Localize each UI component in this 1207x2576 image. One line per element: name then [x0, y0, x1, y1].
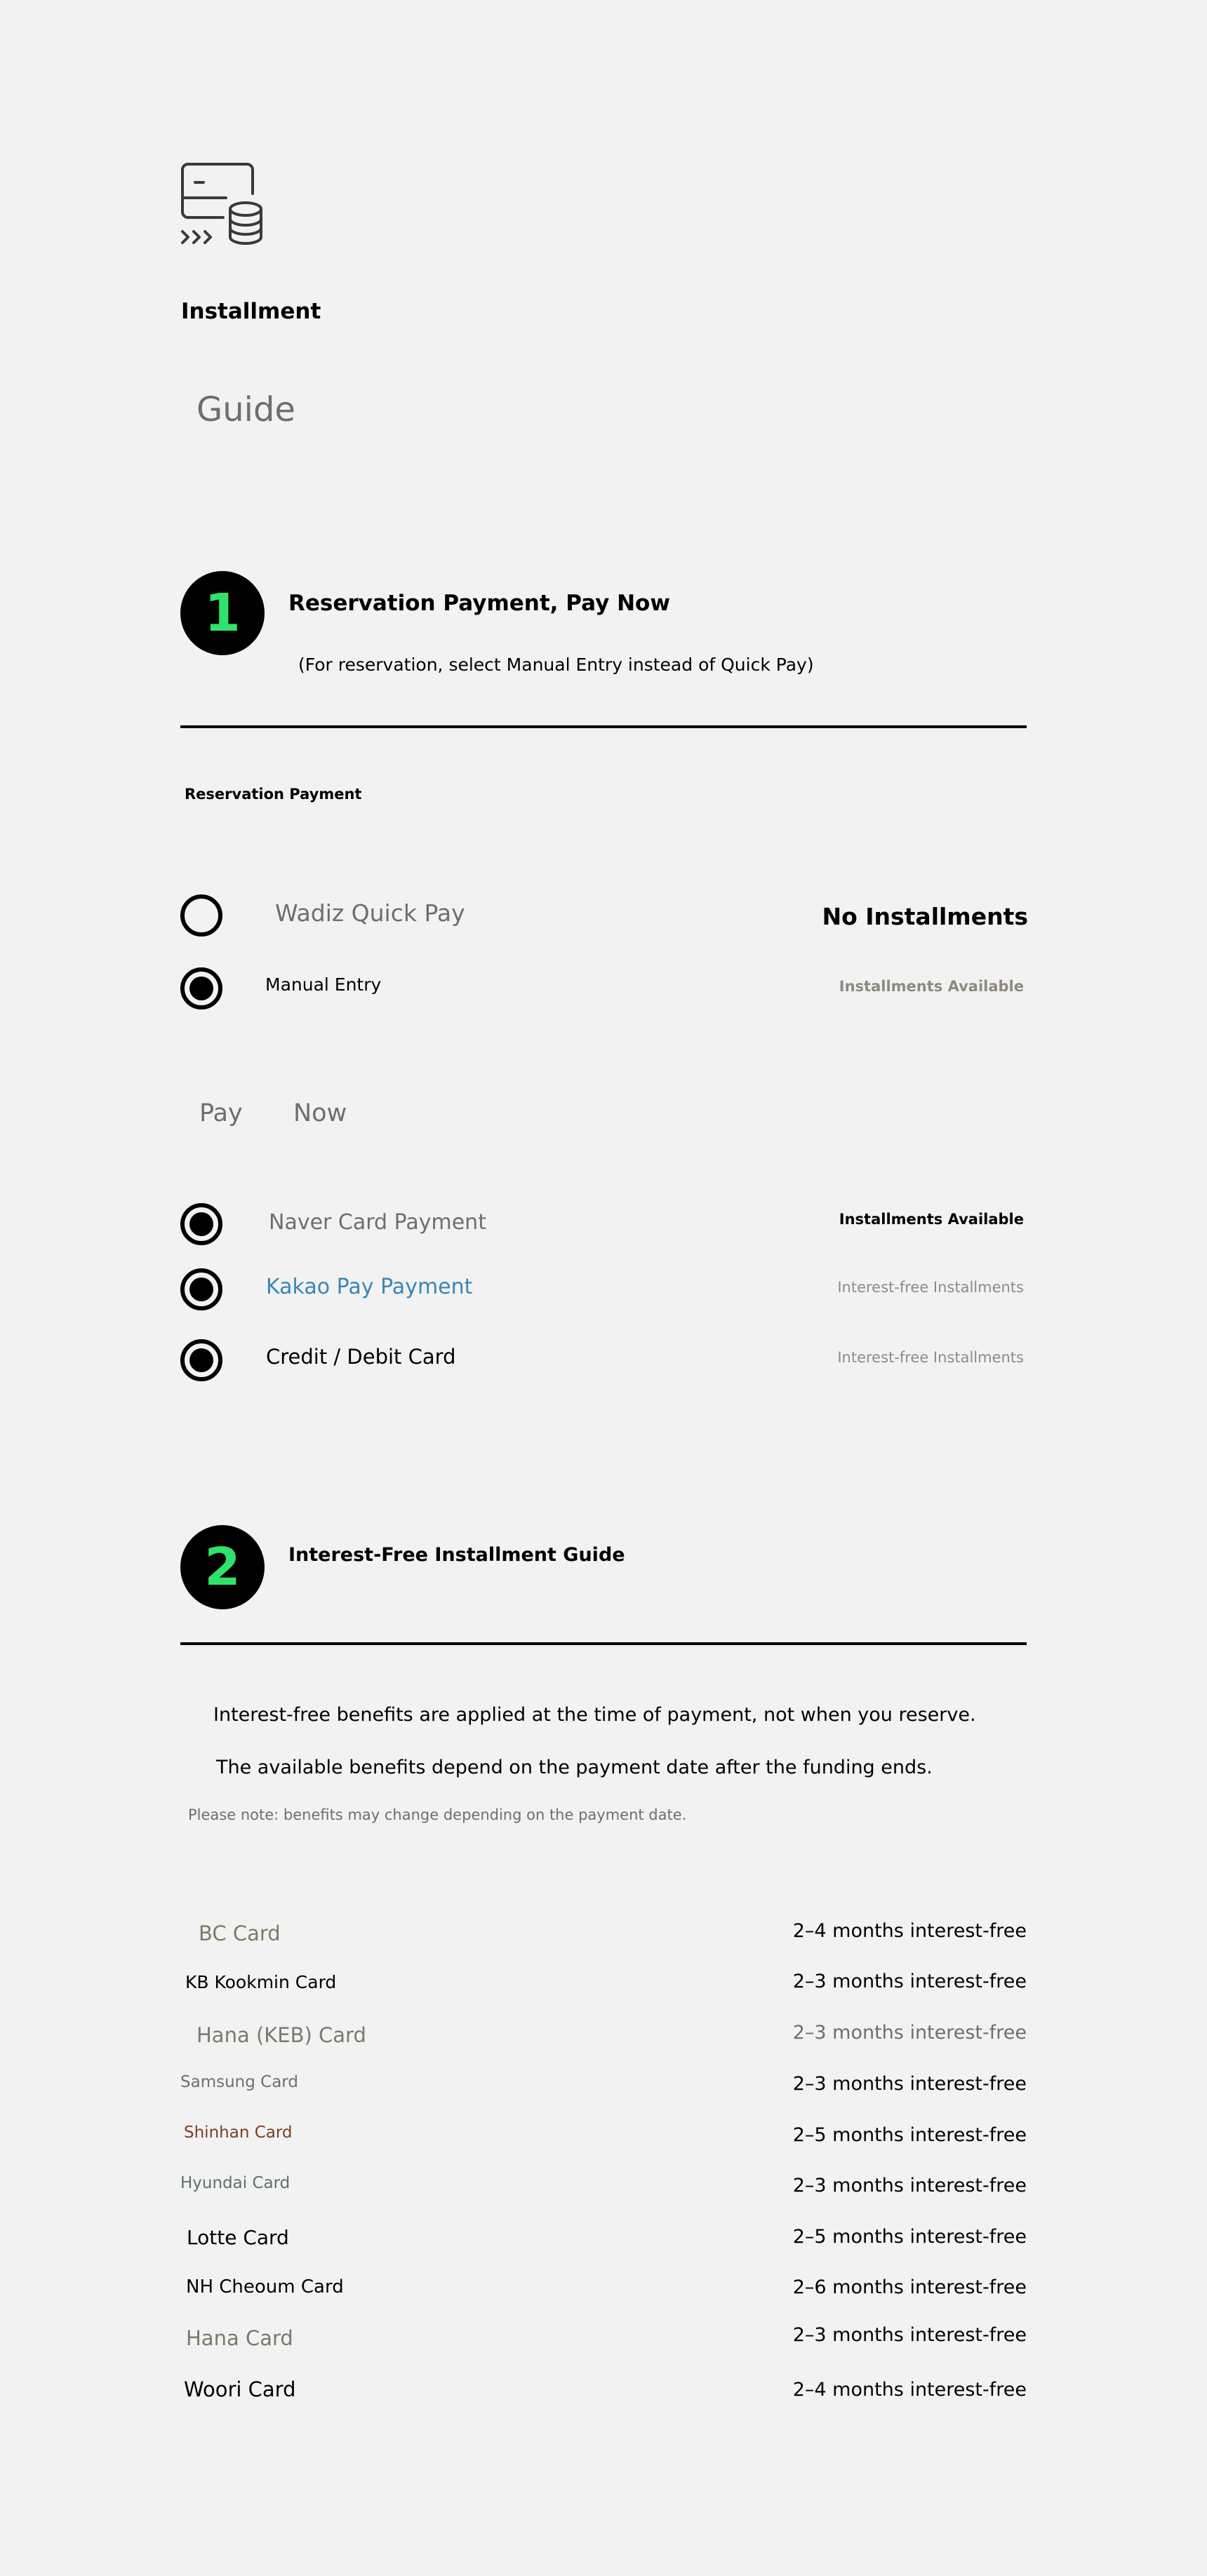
- card-name: Hana Card: [186, 2326, 293, 2350]
- step-2-divider: [180, 1642, 1027, 1645]
- benefit-line-1: Interest-free benefits are applied at the time of payment, not when you reserve.: [213, 1704, 976, 1726]
- manual-entry-status: Installments Available: [839, 978, 1024, 995]
- naver-card-status: Installments Available: [839, 1211, 1024, 1228]
- card-terms: 2–6 months interest-free: [792, 2276, 1027, 2298]
- step-1-divider: [180, 725, 1027, 728]
- credit-debit-card-status: Interest-free Installments: [837, 1349, 1024, 1366]
- card-terms: 2–3 months interest-free: [792, 1971, 1027, 1992]
- radio-credit-debit-card[interactable]: [180, 1339, 222, 1381]
- page-title: Installment: [181, 299, 321, 324]
- reservation-payment-label: Reservation Payment: [185, 786, 362, 803]
- card-terms: 2–3 months interest-free: [792, 2022, 1027, 2044]
- card-terms: 2–3 months interest-free: [792, 2175, 1027, 2196]
- card-terms: 2–5 months interest-free: [792, 2124, 1027, 2146]
- card-terms: 2–5 months interest-free: [792, 2226, 1027, 2248]
- step-1-note: (For reservation, select Manual Entry instead of Quick Pay): [298, 655, 814, 675]
- radio-kakao-pay-payment[interactable]: [180, 1268, 222, 1310]
- benefit-note: Please note: benefits may change depending on the payment date.: [188, 1806, 687, 1823]
- radio-manual-entry[interactable]: [180, 967, 222, 1009]
- card-name: Shinhan Card: [184, 2124, 293, 2142]
- card-name: Samsung Card: [180, 2073, 298, 2091]
- manual-entry-label[interactable]: Manual Entry: [265, 974, 382, 995]
- card-terms: 2–3 months interest-free: [792, 2324, 1027, 2346]
- no-installments-status: No Installments: [822, 903, 1028, 930]
- card-name: BC Card: [199, 1921, 281, 1945]
- step-1-badge: 1: [180, 571, 265, 655]
- now-word: Now: [293, 1099, 347, 1127]
- step-2-badge: 2: [180, 1525, 265, 1609]
- card-name: Hyundai Card: [180, 2174, 291, 2192]
- step-2-title: Interest-Free Installment Guide: [288, 1544, 625, 1566]
- page-subtitle: Guide: [196, 390, 295, 429]
- card-name: Woori Card: [184, 2377, 296, 2401]
- card-terms: 2–4 months interest-free: [792, 2379, 1027, 2401]
- card-name: NH Cheoum Card: [186, 2276, 344, 2297]
- kakao-pay-status: Interest-free Installments: [837, 1279, 1024, 1296]
- card-terms: 2–4 months interest-free: [792, 1920, 1027, 1942]
- pay-word: Pay: [199, 1099, 243, 1127]
- credit-debit-card-label[interactable]: Credit / Debit Card: [266, 1345, 456, 1369]
- card-name: Lotte Card: [187, 2226, 289, 2249]
- wadiz-quick-pay-label[interactable]: Wadiz Quick Pay: [275, 899, 465, 927]
- step-1-title: Reservation Payment, Pay Now: [288, 591, 670, 616]
- card-terms: 2–3 months interest-free: [792, 2073, 1027, 2095]
- naver-card-payment-label[interactable]: Naver Card Payment: [269, 1210, 486, 1235]
- radio-naver-card-payment[interactable]: [180, 1203, 222, 1245]
- card-name: KB Kookmin Card: [185, 1972, 337, 1992]
- benefit-line-2: The available benefits depend on the payment date after the funding ends.: [216, 1757, 933, 1778]
- kakao-pay-payment-label[interactable]: Kakao Pay Payment: [266, 1275, 473, 1299]
- credit-card-coins-icon: [180, 161, 264, 246]
- radio-wadiz-quick-pay[interactable]: [180, 894, 222, 937]
- card-name: Hana (KEB) Card: [196, 2023, 366, 2047]
